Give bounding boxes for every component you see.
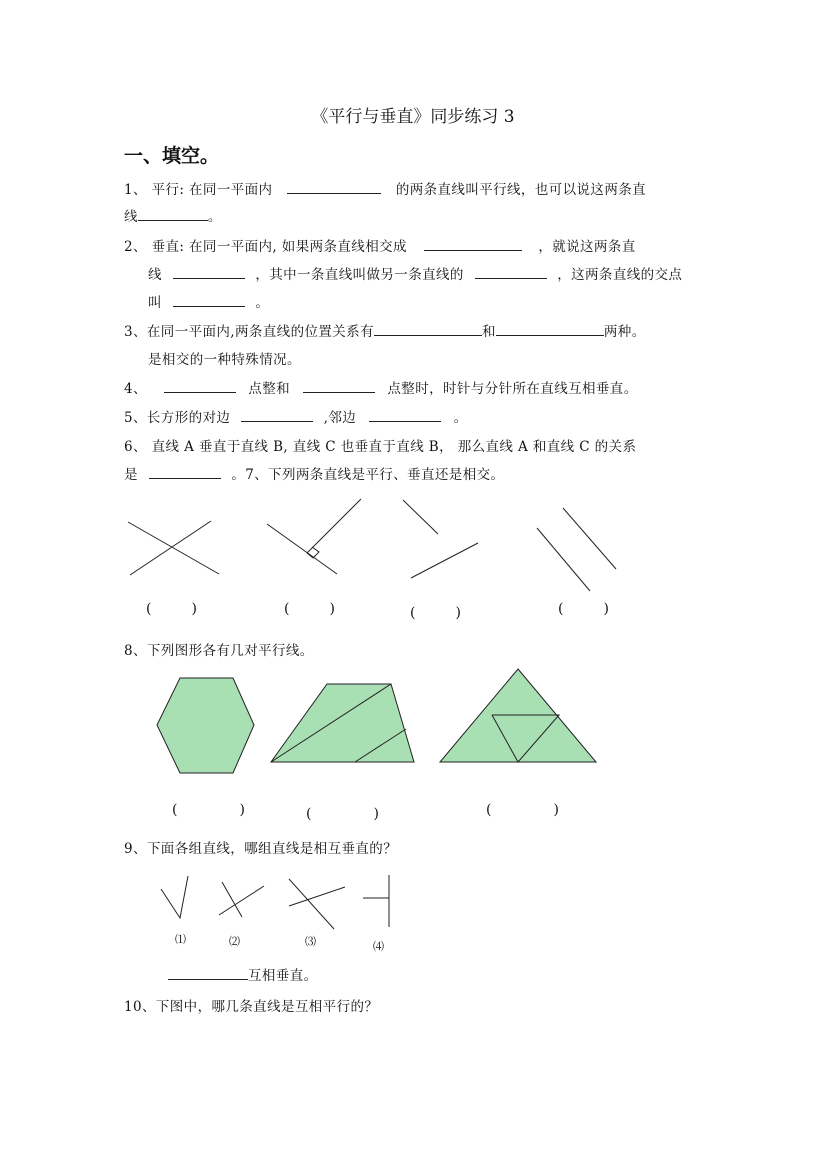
q8-hexagon <box>157 678 254 773</box>
q1-text-c: 线 <box>124 209 138 225</box>
q9-fig3-line-b <box>289 887 345 906</box>
q6-text-c: 。7、下列两条直线是平行、垂直还是相交。 <box>231 467 505 483</box>
q8-trapezoid <box>271 684 414 762</box>
question-9: 9、下面各组直线，哪组直线是相互垂直的？ <box>124 841 398 857</box>
q9-answer-line <box>168 964 318 984</box>
q4-text-b: 点整和 <box>248 381 290 397</box>
q6-text-b: 是 <box>124 467 138 483</box>
q2-text-f: 叫 <box>148 295 162 311</box>
q7-answer-2[interactable] <box>284 601 335 617</box>
paren-open: ( <box>146 601 152 617</box>
paren-open: ( <box>172 802 178 818</box>
q8-answer-3[interactable] <box>486 802 559 818</box>
paren-close: ) <box>603 601 609 617</box>
paren-open: ( <box>486 802 492 818</box>
q2-text-g: 。 <box>255 295 270 311</box>
q7-figure-4 <box>537 508 616 591</box>
q7-figure-2 <box>267 499 361 574</box>
q4-text-c: 点整时，时针与分针所在直线互相垂直。 <box>387 381 638 397</box>
q2-text-a: 2、 垂直: 在同一平面内, 如果两条直线相交成 <box>124 239 407 255</box>
paren-close: ) <box>553 802 559 818</box>
paren-close: ) <box>373 806 379 822</box>
q7-fig4-line-b <box>563 508 616 569</box>
q9-fig2-line-a <box>222 882 242 917</box>
q9-label-3: ⑶ <box>305 935 316 948</box>
q9-blank[interactable] <box>168 965 248 980</box>
q1-text-d: 。 <box>207 209 222 225</box>
q7-answer-3[interactable] <box>410 605 461 621</box>
q7-fig3-line-b <box>411 543 478 578</box>
q4-text-a: 4、 <box>124 381 147 397</box>
q8-triangle <box>440 669 596 762</box>
q7-fig3-line-a <box>403 500 438 534</box>
q5-text-a: 5、长方形的对边 <box>124 410 231 426</box>
q2-text-b: ，就说这两条直 <box>538 239 636 255</box>
q1-text-a: 1、 平行: 在同一平面内 <box>124 182 273 198</box>
page-title: 《平行与垂直》同步练习 3 <box>311 107 515 127</box>
question-8: 8、下列图形各有几对平行线。 <box>124 643 314 659</box>
paren-open: ( <box>306 806 312 822</box>
q7-answer-4[interactable] <box>558 601 609 617</box>
paren-open: ( <box>284 601 290 617</box>
paren-close: ) <box>239 802 245 818</box>
q8-answer-1[interactable] <box>172 802 245 818</box>
q3-text-d: 是相交的一种特殊情况。 <box>148 352 301 368</box>
q9-figures <box>161 875 389 929</box>
paren-close: ) <box>455 605 461 621</box>
q5-text-b: ,邻边 <box>323 410 357 426</box>
q7-figure-3 <box>403 500 478 578</box>
q2-text-c: 线 <box>148 267 162 283</box>
q3-text-a: 3、在同一平面内,两条直线的位置关系有 <box>124 324 374 340</box>
q2-text-e: ，这两条直线的交点 <box>557 267 683 283</box>
q9-answer-suffix: 互相垂直。 <box>248 968 318 984</box>
q3-text-b: 和 <box>481 324 496 340</box>
q8-trapezoid-outline <box>271 684 414 762</box>
paren-close: ) <box>191 601 197 617</box>
q7-answer-1[interactable] <box>146 601 197 617</box>
question-10: 10、下图中，哪几条直线是互相平行的？ <box>124 999 379 1015</box>
q3-text-c: 两种。 <box>603 324 646 340</box>
q9-label-1: ⑴ <box>175 933 186 946</box>
q7-fig1-line-b <box>130 521 211 575</box>
q7-fig2-line-a <box>267 524 337 574</box>
q9-fig2-line-b <box>219 886 264 915</box>
paren-close: ) <box>329 601 335 617</box>
q8-answer-2[interactable] <box>306 806 379 822</box>
q7-figure-1 <box>128 521 219 575</box>
q5-text-c: 。 <box>453 410 468 426</box>
q7-fig2-line-b <box>307 499 361 553</box>
q9-fig1 <box>161 876 188 918</box>
q1-text-b: 的两条直线叫平行线，也可以说这两条直 <box>395 182 647 198</box>
q6-text-a: 6、 直线 A 垂直于直线 B, 直线 C 也垂直于直线 B， 那么直线 A 和直线 C 的关系 <box>124 439 637 455</box>
q2-text-d: ，其中一条直线叫做另一条直线的 <box>255 267 464 283</box>
paren-open: ( <box>410 605 416 621</box>
q7-fig4-line-a <box>537 528 590 591</box>
paren-open: ( <box>558 601 564 617</box>
q9-label-4: ⑷ <box>373 940 384 953</box>
q7-fig1-line-a <box>128 522 219 574</box>
section-heading-fill-in: 一、填空。 <box>124 145 220 167</box>
q9-label-2: ⑵ <box>229 935 240 948</box>
